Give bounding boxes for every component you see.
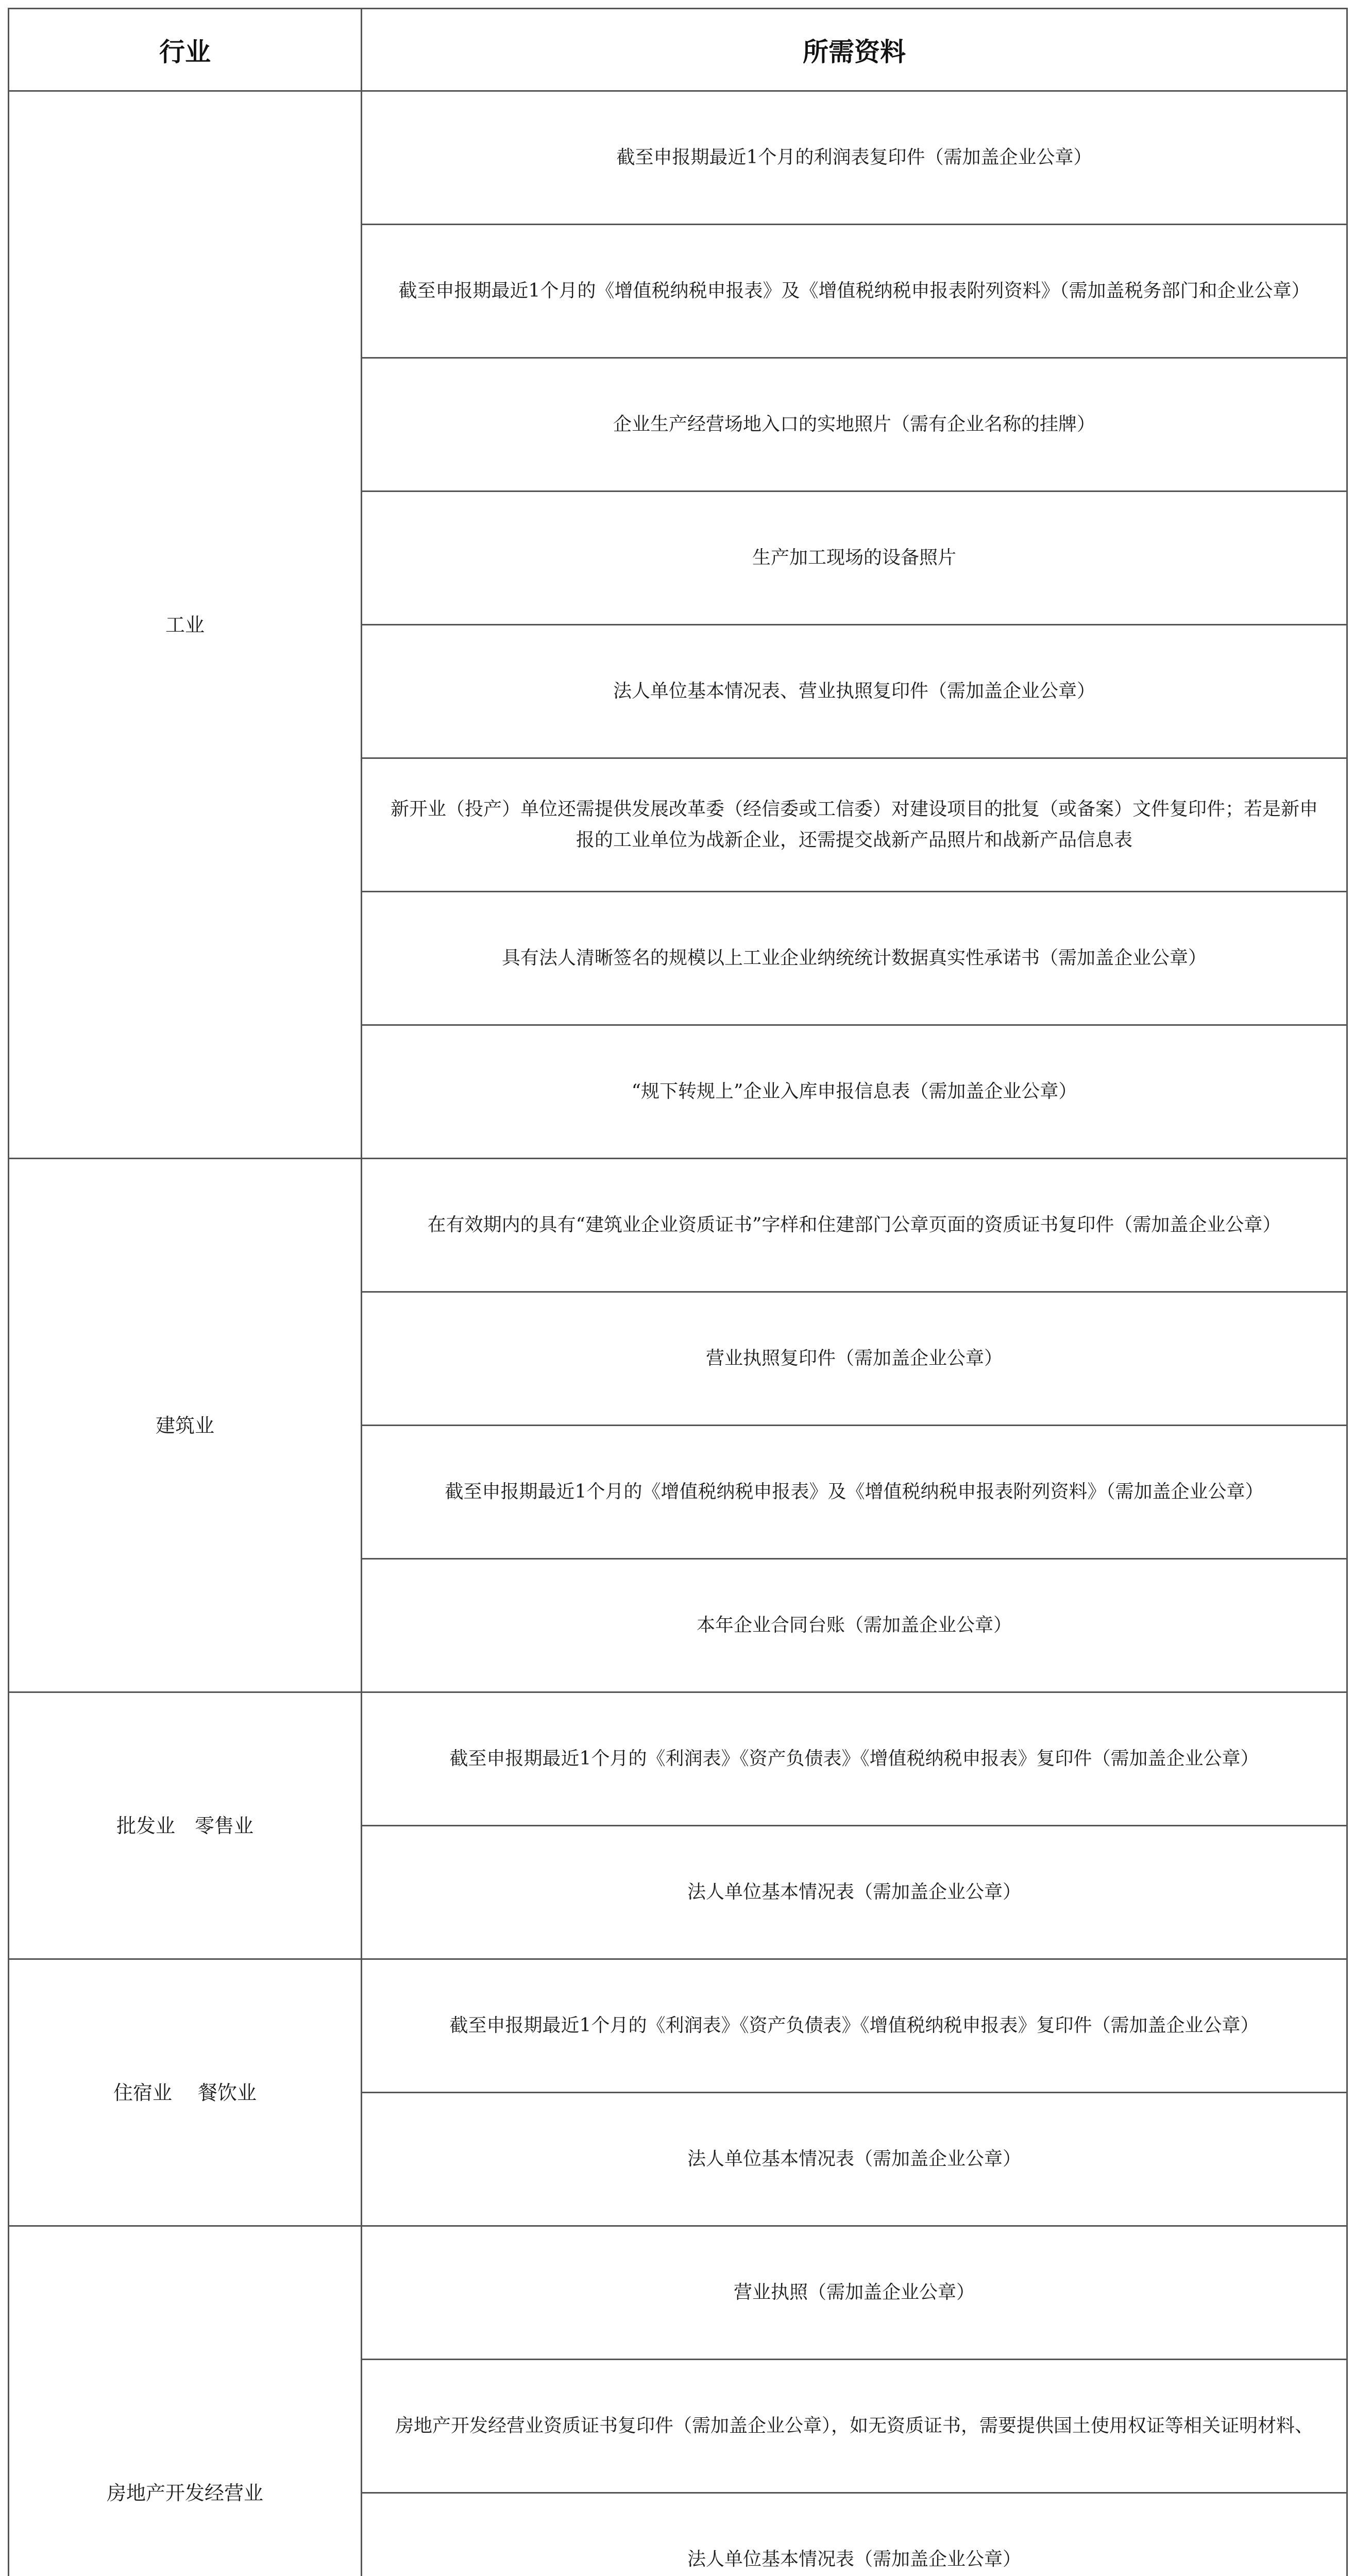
material-cell: 截至申报期最近1个月的《增值税纳税申报表》及《增值税纳税申报表附列资料》（需加盖税务部门和企业公章） [362, 225, 1347, 358]
industry-cell: 房地产开发经营业 [9, 2226, 362, 2576]
material-cell: 截至申报期最近1个月的《利润表》《资产负债表》《增值税纳税申报表》复印件（需加盖企业公章） [362, 1959, 1347, 2093]
material-cell: 生产加工现场的设备照片 [362, 492, 1347, 625]
table-row [9, 1159, 1347, 1292]
header-row [9, 9, 1347, 91]
material-cell: 营业执照复印件（需加盖企业公章） [362, 1292, 1347, 1426]
table-row [9, 2226, 1347, 2360]
industry-cell: 建筑业 [9, 1159, 362, 1692]
material-cell: 截至申报期最近1个月的《利润表》《资产负债表》《增值税纳税申报表》复印件（需加盖企业公章） [362, 1692, 1347, 1826]
table-body [9, 91, 1347, 2576]
table-row [9, 1959, 1347, 2093]
header-industry: 行业 [9, 9, 362, 91]
material-cell: 企业生产经营场地入口的实地照片（需有企业名称的挂牌） [362, 358, 1347, 492]
material-cell: 截至申报期最近1个月的《增值税纳税申报表》及《增值税纳税申报表附列资料》（需加盖企业公章） [362, 1426, 1347, 1559]
material-cell: 法人单位基本情况表（需加盖企业公章） [362, 2093, 1347, 2226]
material-cell: 新开业（投产）单位还需提供发展改革委（经信委或工信委）对建设项目的批复（或备案）文件复印件；若是新申报的工业单位为战新企业，还需提交战新产品照片和战新产品信息表 [362, 758, 1347, 892]
material-cell: 具有法人清晰签名的规模以上工业企业纳统统计数据真实性承诺书（需加盖企业公章） [362, 892, 1347, 1025]
material-cell: “规下转规上”企业入库申报信息表（需加盖企业公章） [362, 1025, 1347, 1159]
table-row [9, 1692, 1347, 1826]
material-cell: 在有效期内的具有“建筑业企业资质证书”字样和住建部门公章页面的资质证书复印件（需加盖企业公章） [362, 1159, 1347, 1292]
material-cell: 法人单位基本情况表（需加盖企业公章） [362, 2493, 1347, 2576]
material-cell: 截至申报期最近1个月的利润表复印件（需加盖企业公章） [362, 91, 1347, 225]
industry-cell: 住宿业 餐饮业 [9, 1959, 362, 2226]
material-cell: 本年企业合同台账（需加盖企业公章） [362, 1559, 1347, 1692]
header-materials: 所需资料 [362, 9, 1347, 91]
table-header [9, 9, 1347, 91]
table-row [9, 91, 1347, 225]
industry-cell: 工业 [9, 91, 362, 1159]
industry-cell: 批发业 零售业 [9, 1692, 362, 1959]
material-cell: 营业执照（需加盖企业公章） [362, 2226, 1347, 2360]
requirements-table [8, 8, 1348, 2576]
material-cell: 法人单位基本情况表（需加盖企业公章） [362, 1826, 1347, 1959]
material-cell: 法人单位基本情况表、营业执照复印件（需加盖企业公章） [362, 625, 1347, 758]
material-cell: 房地产开发经营业资质证书复印件（需加盖企业公章），如无资质证书，需要提供国土使用权证等相关证明材料、 [362, 2360, 1347, 2493]
